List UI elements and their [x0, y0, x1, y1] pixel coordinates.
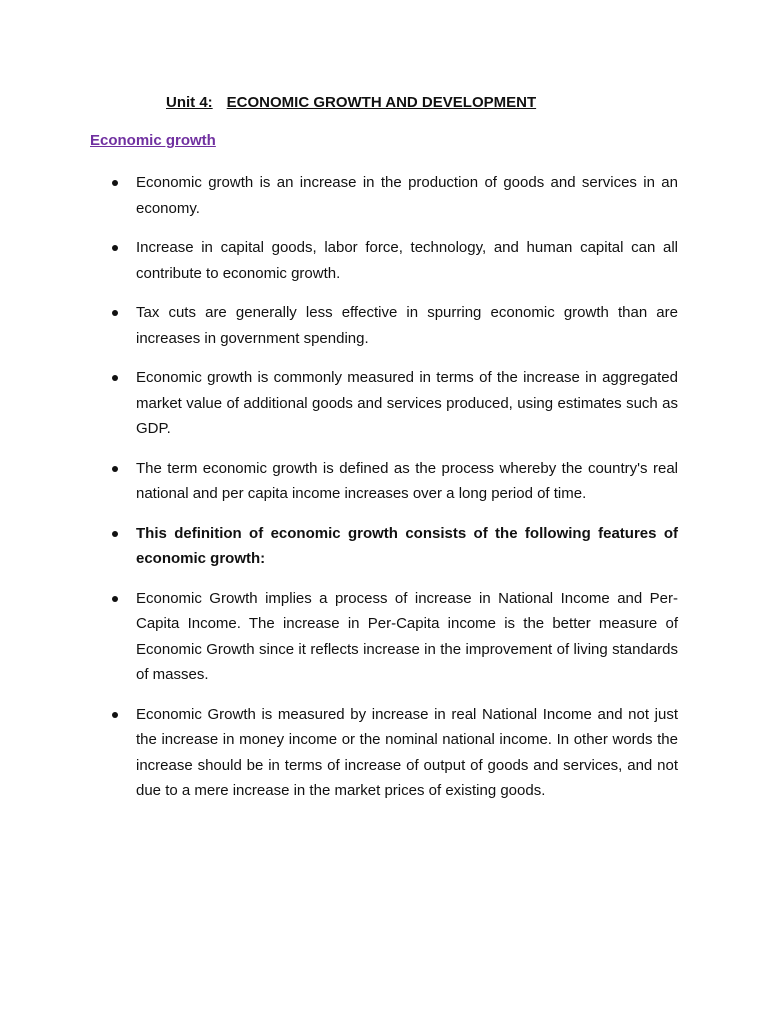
- bullet-text: Economic Growth implies a process of increase in National Income and Per-Capita Income. The increase in Per-Capita income is the better measure of Economic Growth since it reflects increase in the improvement of living standards of masses.: [136, 589, 678, 683]
- bullet-text: Economic growth is commonly measured in terms of the increase in aggregated market value of additional goods and services produced, using estimates such as GDP.: [136, 369, 678, 437]
- bullet-text: Economic Growth is measured by increase in real National Income and not just the increase in money income or the nominal national income. In other words the increase should be in terms of increase of output of goods and services, and not due to a mere increase in the market prices of existing goods.: [136, 705, 678, 799]
- section-heading: Economic growth: [90, 132, 216, 149]
- bullet-dot-icon: [112, 466, 118, 472]
- bullet-item: [0, 235, 678, 286]
- bullet-item: [0, 456, 678, 507]
- bullet-item: [0, 365, 678, 442]
- unit-title: [166, 94, 536, 111]
- bullet-text: Tax cuts are generally less effective in spurring economic growth than are increases in government spending.: [136, 304, 678, 347]
- bullet-dot-icon: [112, 375, 118, 381]
- bullet-item: [0, 300, 678, 351]
- bullet-item: [0, 586, 678, 688]
- bullet-dot-icon: [112, 712, 118, 718]
- unit-label: Unit 4:: [166, 94, 213, 111]
- unit-title-text: ECONOMIC GROWTH AND DEVELOPMENT: [226, 94, 537, 111]
- bullet-text: Economic growth is an increase in the production of goods and services in an economy.: [136, 174, 678, 217]
- bullet-item: [0, 170, 678, 221]
- bullet-dot-icon: [112, 531, 118, 537]
- bullet-dot-icon: [112, 596, 118, 602]
- bullet-item-bold: [0, 521, 678, 572]
- bullet-text: Increase in capital goods, labor force, technology, and human capital can all contribute to economic growth.: [136, 239, 678, 282]
- bullet-text: The term economic growth is defined as the process whereby the country's real national and per capita income increases over a long period of time.: [136, 459, 678, 502]
- bullet-dot-icon: [112, 180, 118, 186]
- bullet-dot-icon: [112, 245, 118, 251]
- bullet-list: [0, 170, 768, 818]
- bullet-item: [0, 702, 678, 804]
- bullet-dot-icon: [112, 310, 118, 316]
- bullet-text: This definition of economic growth consists of the following features of economic growth:: [136, 524, 678, 567]
